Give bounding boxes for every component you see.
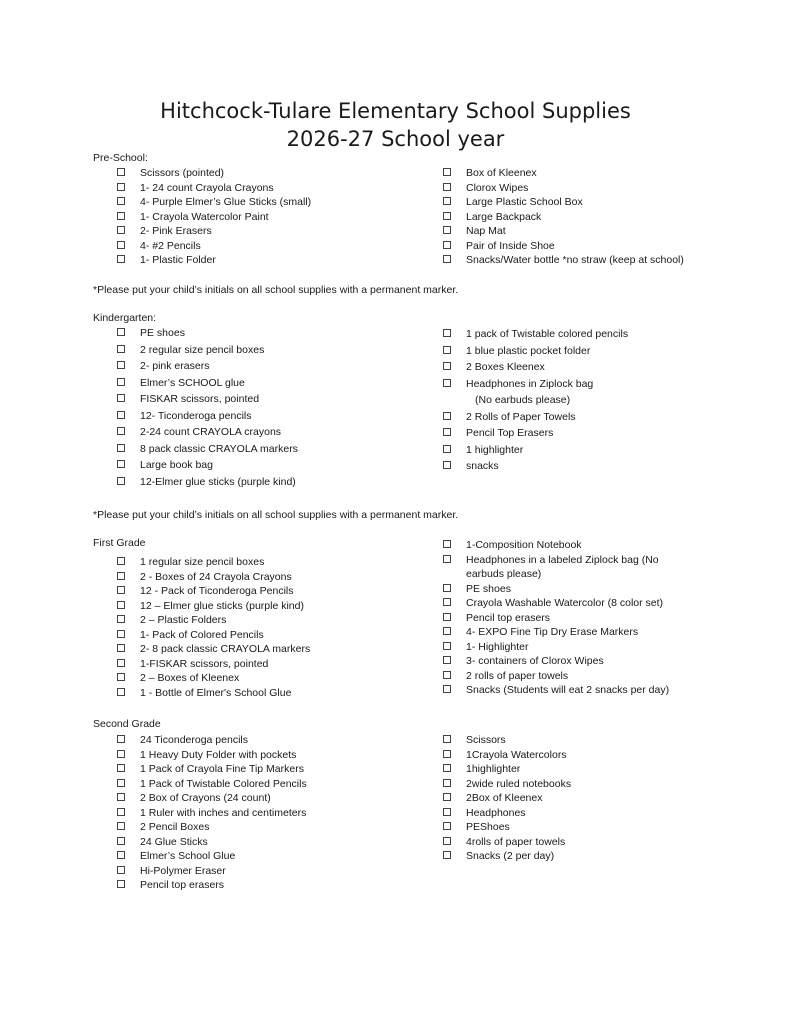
checklist-item-label: snacks xyxy=(466,460,499,472)
checklist-item-label: Pair of Inside Shoe xyxy=(466,239,555,252)
checklist-item-label: 1-FISKAR scissors, pointed xyxy=(140,657,269,670)
first-grade-label: First Grade xyxy=(93,537,146,549)
kindergarten-label: Kindergarten: xyxy=(93,312,157,324)
checklist-item-label: 2 rolls of paper towels xyxy=(466,669,569,682)
checkbox-icon[interactable] xyxy=(117,764,125,772)
checklist-item-label: Pencil top erasers xyxy=(466,611,551,624)
checkbox-icon[interactable] xyxy=(443,642,451,650)
checklist-item-label: PEShoes xyxy=(466,821,510,833)
checklist-item-label: 4- #2 Pencils xyxy=(140,239,201,252)
checkbox-icon[interactable] xyxy=(117,572,125,580)
checklist-item-label: 2 – Boxes of Kleenex xyxy=(140,672,240,684)
checkbox-icon[interactable] xyxy=(443,346,451,354)
checklist-item-label: 2 regular size pencil boxes xyxy=(140,343,265,356)
checklist-item-label: 2 Pencil Boxes xyxy=(140,821,210,833)
checkbox-icon[interactable] xyxy=(117,630,125,638)
checklist-item-label: 2-24 count CRAYOLA crayons xyxy=(140,426,282,438)
checkbox-icon[interactable] xyxy=(117,851,125,859)
checkbox-icon[interactable] xyxy=(117,688,125,696)
checkbox-icon[interactable] xyxy=(117,586,125,594)
checkbox-icon[interactable] xyxy=(443,822,451,830)
checklist-item-label: 2 Rolls of Paper Towels xyxy=(466,410,576,423)
checklist-item-label: 12 – Elmer glue sticks (purple kind) xyxy=(140,599,304,612)
checkbox-icon[interactable] xyxy=(117,735,125,743)
checklist-item-label: 1Crayola Watercolors xyxy=(466,748,567,761)
checkbox-icon[interactable] xyxy=(117,241,125,249)
checklist-item-label: Headphones xyxy=(466,806,526,819)
checkbox-icon[interactable] xyxy=(443,461,451,469)
checkbox-icon[interactable] xyxy=(443,428,451,436)
checklist-item-label: Snacks (Students will eat 2 snacks per day) xyxy=(466,684,670,696)
checkbox-icon[interactable] xyxy=(117,866,125,874)
checklist-item-label: 3- containers of Clorox Wipes xyxy=(466,655,604,667)
checklist-item-label: 2 - Boxes of 24 Crayola Crayons xyxy=(140,570,292,583)
checkbox-icon[interactable] xyxy=(117,793,125,801)
checkbox-icon[interactable] xyxy=(443,197,451,205)
checklist-item-label: 1- Crayola Watercolor Paint xyxy=(140,210,269,223)
checkbox-icon[interactable] xyxy=(443,793,451,801)
checklist-item-label: 1 Heavy Duty Folder with pockets xyxy=(140,748,297,761)
checklist-item-label: 4- Purple Elmer’s Glue Sticks (small) xyxy=(140,196,312,208)
checkbox-icon[interactable] xyxy=(117,615,125,623)
checkbox-icon[interactable] xyxy=(443,613,451,621)
checklist-item-label: Hi-Polymer Eraser xyxy=(140,864,226,877)
checklist-item-label: Elmer’s SCHOOL glue xyxy=(140,376,245,389)
checkbox-icon[interactable] xyxy=(443,656,451,664)
page-title-line2: 2026-27 School year xyxy=(286,127,505,151)
checkbox-icon[interactable] xyxy=(443,362,451,370)
checklist-item-label: Headphones in Ziplock bag xyxy=(466,377,594,390)
checklist-item-label: Pencil top erasers xyxy=(140,879,225,891)
checklist-item-label: Box of Kleenex xyxy=(466,167,537,179)
checkbox-icon[interactable] xyxy=(443,212,451,220)
checkbox-icon[interactable] xyxy=(443,764,451,772)
checkbox-icon[interactable] xyxy=(117,226,125,234)
checklist-item-label: 1-Composition Notebook xyxy=(466,539,582,551)
initials-note-2: *Please put your child’s initials on all school supplies with a permanent marker. xyxy=(93,509,459,521)
checkbox-icon[interactable] xyxy=(117,822,125,830)
checklist-item-label: Scissors xyxy=(466,734,506,746)
checkbox-icon[interactable] xyxy=(443,412,451,420)
checklist-item-label: 12 - Pack of Ticonderoga Pencils xyxy=(140,585,294,597)
preschool-label: Pre-School: xyxy=(93,152,148,164)
checklist-item-label: 2Box of Kleenex xyxy=(466,792,543,804)
checklist-item-label: 2- Pink Erasers xyxy=(140,225,212,237)
checklist-item-label: PE shoes xyxy=(140,327,185,339)
checkbox-icon[interactable] xyxy=(443,685,451,693)
checklist-item-label: 1 Pack of Crayola Fine Tip Markers xyxy=(140,763,304,775)
checklist-item-label: Clorox Wipes xyxy=(466,181,529,194)
checkbox-icon[interactable] xyxy=(117,168,125,176)
checklist-item-label: 1 pack of Twistable colored pencils xyxy=(466,328,629,340)
checkbox-icon[interactable] xyxy=(117,837,125,845)
checklist-item-label: 2- pink erasers xyxy=(140,360,210,372)
checkbox-icon[interactable] xyxy=(117,444,125,452)
checkbox-icon[interactable] xyxy=(117,394,125,402)
checkbox-icon[interactable] xyxy=(117,808,125,816)
checklist-item-label: PE shoes xyxy=(466,582,511,595)
checkbox-icon[interactable] xyxy=(443,379,451,387)
checklist-item-label: earbuds please) xyxy=(466,568,542,580)
checklist-item-label: 1 regular size pencil boxes xyxy=(140,556,265,568)
checklist-item-label: Large book bag xyxy=(140,459,213,471)
checklist-item-label: Large Plastic School Box xyxy=(466,196,583,208)
checkbox-icon[interactable] xyxy=(443,241,451,249)
checklist-item-label: 1- Highlighter xyxy=(466,640,529,653)
checklist-item-label: 2 – Plastic Folders xyxy=(140,614,227,626)
checklist-item-label: Nap Mat xyxy=(466,225,506,237)
checkbox-icon[interactable] xyxy=(443,851,451,859)
checkbox-icon[interactable] xyxy=(443,445,451,453)
checkbox-icon[interactable] xyxy=(117,361,125,369)
checkbox-icon[interactable] xyxy=(117,411,125,419)
checkbox-icon[interactable] xyxy=(443,735,451,743)
checklist-item-label: (No earbuds please) xyxy=(475,394,571,406)
checkbox-icon[interactable] xyxy=(443,808,451,816)
second-grade-label: Second Grade xyxy=(93,718,161,730)
checklist-item-label: 1- Plastic Folder xyxy=(140,254,216,266)
checkbox-icon[interactable] xyxy=(117,460,125,468)
checkbox-icon[interactable] xyxy=(117,601,125,609)
checkbox-icon[interactable] xyxy=(117,779,125,787)
checkbox-icon[interactable] xyxy=(443,168,451,176)
checklist-item-label: 12- Ticonderoga pencils xyxy=(140,409,252,422)
initials-note: *Please put your child’s initials on all school supplies with a permanent marker. xyxy=(93,284,459,296)
checkbox-icon[interactable] xyxy=(117,378,125,386)
checkbox-icon[interactable] xyxy=(443,671,451,679)
page-title-line1: Hitchcock-Tulare Elementary School Supplies xyxy=(160,99,631,123)
checklist-item-label: 1 blue plastic pocket folder xyxy=(466,344,591,357)
checkbox-icon[interactable] xyxy=(443,226,451,234)
checkbox-icon[interactable] xyxy=(117,427,125,435)
checklist-item-label: Snacks (2 per day) xyxy=(466,850,555,862)
checkbox-icon[interactable] xyxy=(443,255,451,263)
checkbox-icon[interactable] xyxy=(443,540,451,548)
checkbox-icon[interactable] xyxy=(117,644,125,652)
checkbox-icon[interactable] xyxy=(443,779,451,787)
checklist-item-label: Pencil Top Erasers xyxy=(466,427,554,439)
checkbox-icon[interactable] xyxy=(443,584,451,592)
checklist-item-label: FISKAR scissors, pointed xyxy=(140,393,260,405)
checkbox-icon[interactable] xyxy=(117,197,125,205)
checklist-item-label: 4- EXPO Fine Tip Dry Erase Markers xyxy=(466,626,639,638)
checkbox-icon[interactable] xyxy=(443,750,451,758)
checklist-item-label: 2 Boxes Kleenex xyxy=(466,361,545,373)
checklist-item-label: 1- 24 count Crayola Crayons xyxy=(140,181,274,194)
checklist-item-label: Headphones in a labeled Ziplock bag (No xyxy=(466,553,659,566)
checkbox-icon[interactable] xyxy=(117,212,125,220)
checklist-item-label: 1highlighter xyxy=(466,763,521,775)
checkbox-icon[interactable] xyxy=(117,659,125,667)
checkbox-icon[interactable] xyxy=(443,598,451,606)
checklist-item-label: 1 Ruler with inches and centimeters xyxy=(140,806,307,819)
checklist-item-label: 8 pack classic CRAYOLA markers xyxy=(140,442,298,455)
checkbox-icon[interactable] xyxy=(443,837,451,845)
checklist-item-label: Large Backpack xyxy=(466,210,542,223)
checkbox-icon[interactable] xyxy=(117,255,125,263)
checklist-item-label: Scissors (pointed) xyxy=(140,167,225,179)
checklist-item-label: Crayola Washable Watercolor (8 color set) xyxy=(466,597,664,609)
checkbox-icon[interactable] xyxy=(117,328,125,336)
checklist-item-label: 24 Glue Sticks xyxy=(140,835,208,848)
checklist-item-label: 1 Pack of Twistable Colored Pencils xyxy=(140,777,307,790)
checkbox-icon[interactable] xyxy=(443,627,451,635)
checkbox-icon[interactable] xyxy=(117,880,125,888)
checklist-item-label: 4rolls of paper towels xyxy=(466,835,566,848)
checkbox-icon[interactable] xyxy=(443,555,451,563)
checklist-item-label: 12-Elmer glue sticks (purple kind) xyxy=(140,475,296,488)
checklist-item-label: 24 Ticonderoga pencils xyxy=(140,734,248,746)
checklist-item-label: 2 Box of Crayons (24 count) xyxy=(140,792,271,804)
checklist-item-label: Elmer’s School Glue xyxy=(140,850,236,862)
checkbox-icon[interactable] xyxy=(443,329,451,337)
checkbox-icon[interactable] xyxy=(117,183,125,191)
checklist-item-label: 1 - Bottle of Elmer's School Glue xyxy=(140,686,292,699)
checkbox-icon[interactable] xyxy=(117,345,125,353)
checklist-item-label: 2- 8 pack classic CRAYOLA markers xyxy=(140,643,311,655)
checklist-item-label: 2wide ruled notebooks xyxy=(466,777,572,790)
checkbox-icon[interactable] xyxy=(117,673,125,681)
checkbox-icon[interactable] xyxy=(443,183,451,191)
checkbox-icon[interactable] xyxy=(117,750,125,758)
checkbox-icon[interactable] xyxy=(117,557,125,565)
checkbox-icon[interactable] xyxy=(117,477,125,485)
checklist-item-label: 1 highlighter xyxy=(466,443,524,456)
checklist-item-label: 1- Pack of Colored Pencils xyxy=(140,628,264,641)
checklist-item-label: Snacks/Water bottle *no straw (keep at school) xyxy=(466,254,684,266)
